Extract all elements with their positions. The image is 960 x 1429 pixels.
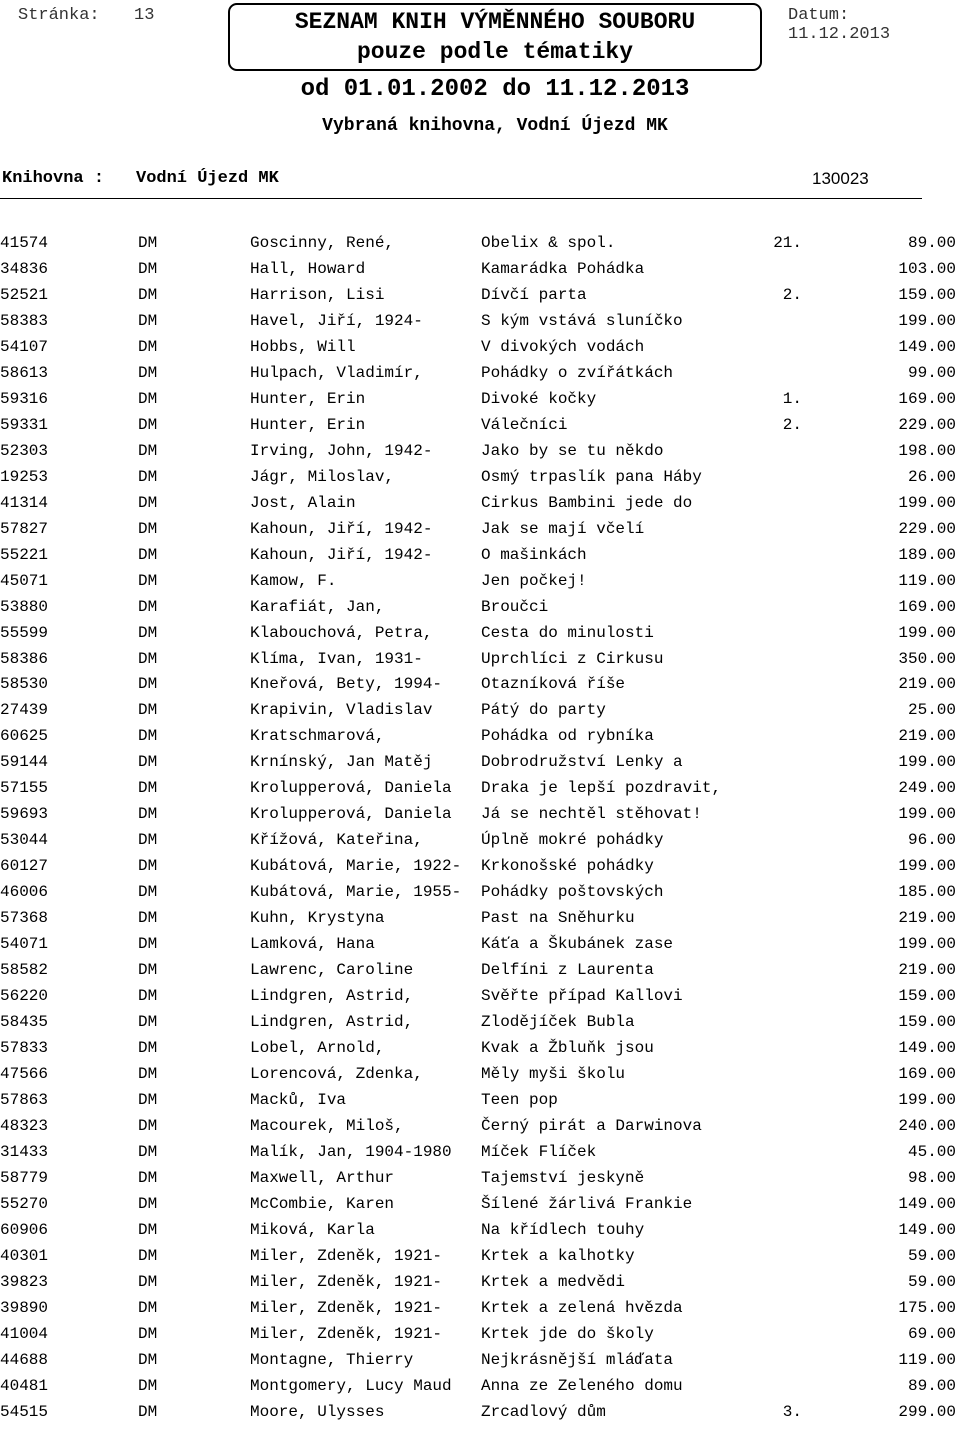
book-type: DM [138, 883, 158, 902]
book-id: 60127 [0, 857, 49, 876]
book-author: Kubátová, Marie, 1955- [250, 883, 462, 902]
book-type: DM [138, 935, 158, 954]
book-id: 57827 [0, 519, 49, 538]
book-title: Past na Sněhurku [481, 909, 635, 928]
book-id: 60625 [0, 727, 49, 746]
report-title: SEZNAM KNIH VÝMĚNNÉHO SOUBORU [294, 9, 696, 35]
book-author: Macků, Iva [250, 1090, 347, 1109]
book-title: Uprchlíci z Cirkusu [481, 649, 664, 668]
book-title: Dobrodružství Lenky a [481, 753, 683, 772]
book-title: Krtek jde do školy [481, 1324, 654, 1343]
book-id: 58582 [0, 961, 49, 980]
book-price: 25.00 [907, 701, 956, 720]
book-id: 27439 [0, 701, 49, 720]
book-price: 59.00 [907, 1246, 956, 1265]
book-id: 41314 [0, 493, 49, 512]
book-id: 53044 [0, 831, 49, 850]
table-row [0, 598, 960, 624]
book-type: DM [138, 285, 158, 304]
book-author: Miler, Zdeněk, 1921- [250, 1324, 443, 1343]
table-row [0, 442, 960, 468]
table-row [0, 1039, 960, 1065]
book-title: Krtek a zelená hvězda [481, 1298, 683, 1317]
book-id: 54107 [0, 337, 49, 356]
book-title: Černý pirát a Darwinova [481, 1116, 702, 1135]
book-author: Klíma, Ivan, 1931- [250, 649, 423, 668]
table-row [0, 624, 960, 650]
book-volume: 1. [782, 389, 802, 408]
book-volume: 21. [773, 234, 802, 252]
book-volume: 2. [782, 415, 802, 434]
book-title: S kým vstává sluníčko [481, 311, 683, 330]
table-row [0, 701, 960, 727]
table-row [0, 546, 960, 572]
book-id: 54071 [0, 935, 49, 954]
book-price: 199.00 [898, 311, 956, 330]
book-price: 96.00 [907, 831, 956, 850]
book-type: DM [138, 1116, 158, 1135]
book-author: Hunter, Erin [250, 415, 366, 434]
table-row [0, 779, 960, 805]
book-price: 149.00 [898, 337, 956, 356]
book-title: Pohádka od rybníka [481, 727, 654, 746]
book-id: 40301 [0, 1246, 49, 1265]
book-type: DM [138, 337, 158, 356]
book-title: V divokých vodách [481, 337, 645, 356]
book-id: 59693 [0, 805, 49, 824]
book-price: 219.00 [898, 961, 956, 980]
book-id: 39890 [0, 1298, 49, 1317]
book-price: 185.00 [898, 883, 956, 902]
book-author: Lawrenc, Caroline [250, 961, 414, 980]
book-price: 159.00 [898, 285, 956, 304]
book-id: 52303 [0, 441, 49, 460]
book-title: Jako by se tu někdo [481, 441, 664, 460]
book-price: 169.00 [898, 1065, 956, 1083]
table-row [0, 1169, 960, 1195]
book-type: DM [138, 831, 158, 850]
book-price: 219.00 [898, 909, 956, 928]
book-author: Jágr, Miloslav, [250, 467, 395, 486]
book-author: Hulpach, Vladimír, [250, 363, 423, 382]
table-row [0, 987, 960, 1013]
book-price: 199.00 [898, 1090, 956, 1109]
book-author: Klabouchová, Petra, [250, 623, 433, 642]
book-price: 119.00 [898, 571, 956, 590]
book-price: 249.00 [898, 779, 956, 798]
table-row [0, 468, 960, 494]
table-row [0, 805, 960, 831]
book-author: Kubátová, Marie, 1922- [250, 857, 462, 876]
date-range: od 01.01.2002 do 11.12.2013 [300, 76, 690, 103]
book-title: Draka je lepší pozdravit, [481, 779, 722, 798]
library-code: 130023 [812, 169, 869, 188]
book-type: DM [138, 1013, 158, 1032]
table-row [0, 753, 960, 779]
book-title: Kamarádka Pohádka [481, 259, 645, 278]
book-type: DM [138, 571, 158, 590]
table-row [0, 1377, 960, 1403]
book-price: 119.00 [898, 1350, 956, 1369]
book-author: Irving, John, 1942- [250, 441, 433, 460]
book-author: McCombie, Karen [250, 1194, 395, 1213]
book-price: 159.00 [898, 987, 956, 1006]
book-title: Osmý trpaslík pana Háby [481, 467, 702, 486]
library-label: Knihovna : [2, 169, 105, 188]
book-type: DM [138, 701, 158, 720]
book-title: Pátý do party [481, 701, 606, 720]
book-title: Jak se mají včelí [481, 519, 645, 538]
table-row [0, 1091, 960, 1117]
book-price: 199.00 [898, 623, 956, 642]
book-id: 47566 [0, 1065, 49, 1083]
table-row [0, 1273, 960, 1299]
book-author: Harrison, Lisi [250, 285, 385, 304]
book-author: Kneřová, Bety, 1994- [250, 675, 443, 694]
header-divider [0, 198, 922, 199]
table-row [0, 1247, 960, 1273]
book-list [0, 234, 960, 1429]
selected-library: Vybraná knihovna, Vodní Újezd MK [322, 116, 668, 136]
book-price: 350.00 [898, 649, 956, 668]
table-row [0, 1351, 960, 1377]
book-author: Lobel, Arnold, [250, 1039, 385, 1058]
book-price: 149.00 [898, 1039, 956, 1058]
book-type: DM [138, 1168, 158, 1187]
table-row [0, 520, 960, 546]
table-row [0, 234, 960, 260]
book-id: 55270 [0, 1194, 49, 1213]
book-price: 199.00 [898, 805, 956, 824]
book-author: Maxwell, Arthur [250, 1168, 395, 1187]
book-author: Karafiát, Jan, [250, 597, 385, 616]
book-type: DM [138, 779, 158, 798]
book-type: DM [138, 1194, 158, 1213]
table-row [0, 1299, 960, 1325]
table-row [0, 857, 960, 883]
table-row [0, 364, 960, 390]
book-type: DM [138, 1402, 158, 1421]
book-title: Zrcadlový dům [481, 1402, 606, 1421]
book-type: DM [138, 311, 158, 330]
book-author: Montagne, Thierry [250, 1350, 414, 1369]
book-type: DM [138, 1376, 158, 1395]
book-author: Lindgren, Astrid, [250, 1013, 414, 1032]
book-type: DM [138, 597, 158, 616]
book-title: Krtek a kalhotky [481, 1246, 635, 1265]
book-author: Hall, Howard [250, 259, 366, 278]
book-title: Káťa a Škubánek zase [481, 935, 674, 954]
book-id: 58779 [0, 1168, 49, 1187]
book-volume: 2. [782, 285, 802, 304]
table-row [0, 312, 960, 338]
book-price: 89.00 [907, 234, 956, 252]
book-price: 299.00 [898, 1402, 956, 1421]
book-title: Svěřte případ Kallovi [481, 987, 683, 1006]
book-author: Miler, Zdeněk, 1921- [250, 1272, 443, 1291]
book-price: 199.00 [898, 753, 956, 772]
book-type: DM [138, 623, 158, 642]
book-title: Otazníková říše [481, 675, 626, 694]
book-id: 59316 [0, 389, 49, 408]
table-row [0, 1325, 960, 1351]
book-type: DM [138, 519, 158, 538]
book-author: Kamow, F. [250, 571, 337, 590]
book-author: Lindgren, Astrid, [250, 987, 414, 1006]
table-row [0, 494, 960, 520]
book-price: 169.00 [898, 389, 956, 408]
book-author: Hobbs, Will [250, 337, 356, 356]
book-type: DM [138, 415, 158, 434]
book-price: 99.00 [907, 363, 956, 382]
book-title: Měly myši školu [481, 1065, 626, 1083]
table-row [0, 390, 960, 416]
book-type: DM [138, 259, 158, 278]
book-type: DM [138, 1298, 158, 1317]
report-title-box [228, 3, 762, 71]
library-name: Vodní Újezd MK [136, 169, 279, 188]
book-id: 19253 [0, 467, 49, 486]
page-number: 13 [134, 6, 155, 25]
book-id: 57833 [0, 1039, 49, 1058]
table-row [0, 1065, 960, 1091]
book-title: Na křídlech touhy [481, 1220, 645, 1239]
book-type: DM [138, 545, 158, 564]
book-author: Krapivin, Vladislav [250, 701, 433, 720]
table-row [0, 883, 960, 909]
book-id: 44688 [0, 1350, 49, 1369]
book-price: 219.00 [898, 675, 956, 694]
book-price: 229.00 [898, 415, 956, 434]
book-author: Krolupperová, Daniela [250, 805, 452, 824]
book-price: 199.00 [898, 857, 956, 876]
book-author: Montgomery, Lucy Maud [250, 1376, 452, 1395]
book-author: Moore, Ulysses [250, 1402, 385, 1421]
book-title: Pohádky poštovských [481, 883, 664, 902]
book-author: Havel, Jiří, 1924- [250, 311, 423, 330]
book-type: DM [138, 441, 158, 460]
table-row [0, 909, 960, 935]
book-type: DM [138, 857, 158, 876]
book-title: Nejkrásnější mláďata [481, 1350, 674, 1369]
book-price: 149.00 [898, 1220, 956, 1239]
book-title: Anna ze Zeleného domu [481, 1376, 683, 1395]
book-id: 54515 [0, 1402, 49, 1421]
book-id: 41574 [0, 234, 49, 252]
book-id: 60906 [0, 1220, 49, 1239]
book-type: DM [138, 675, 158, 694]
book-title: Jen počkej! [481, 571, 587, 590]
table-row [0, 727, 960, 753]
book-title: Kvak a Žbluňk jsou [481, 1039, 654, 1058]
book-price: 219.00 [898, 727, 956, 746]
book-author: Miler, Zdeněk, 1921- [250, 1298, 443, 1317]
book-title: O mašinkách [481, 545, 587, 564]
book-type: DM [138, 1090, 158, 1109]
book-price: 199.00 [898, 935, 956, 954]
book-id: 58386 [0, 649, 49, 668]
book-title: Já se nechtěl stěhovat! [481, 805, 702, 824]
book-price: 45.00 [907, 1142, 956, 1161]
book-id: 58530 [0, 675, 49, 694]
book-title: Pohádky o zvířátkách [481, 363, 674, 382]
book-author: Krnínský, Jan Matěj [250, 753, 433, 772]
book-id: 57155 [0, 779, 49, 798]
book-id: 46006 [0, 883, 49, 902]
book-author: Hunter, Erin [250, 389, 366, 408]
book-title: Cirkus Bambini jede do [481, 493, 693, 512]
book-id: 59331 [0, 415, 49, 434]
book-price: 199.00 [898, 493, 956, 512]
book-title: Krkonošské pohádky [481, 857, 654, 876]
book-type: DM [138, 1142, 158, 1161]
book-type: DM [138, 389, 158, 408]
book-type: DM [138, 987, 158, 1006]
book-id: 58613 [0, 363, 49, 382]
book-type: DM [138, 234, 158, 252]
book-price: 89.00 [907, 1376, 956, 1395]
book-title: Broučci [481, 597, 549, 616]
book-price: 159.00 [898, 1013, 956, 1032]
book-type: DM [138, 1220, 158, 1239]
table-row [0, 286, 960, 312]
book-type: DM [138, 1324, 158, 1343]
book-author: Lamková, Hana [250, 935, 375, 954]
book-id: 55221 [0, 545, 49, 564]
report-subtitle: pouze podle tématiky [356, 39, 634, 65]
table-row [0, 1143, 960, 1169]
book-author: Jost, Alain [250, 493, 356, 512]
table-row [0, 1117, 960, 1143]
book-title: Zlodějíček Bubla [481, 1013, 635, 1032]
book-title: Cesta do minulosti [481, 623, 654, 642]
book-author: Křížová, Kateřina, [250, 831, 423, 850]
book-price: 189.00 [898, 545, 956, 564]
book-type: DM [138, 1272, 158, 1291]
book-price: 26.00 [907, 467, 956, 486]
book-id: 56220 [0, 987, 49, 1006]
book-id: 55599 [0, 623, 49, 642]
book-type: DM [138, 909, 158, 928]
book-type: DM [138, 649, 158, 668]
book-title: Míček Flíček [481, 1142, 597, 1161]
book-id: 34836 [0, 259, 49, 278]
book-price: 198.00 [898, 441, 956, 460]
book-id: 31433 [0, 1142, 49, 1161]
book-author: Miková, Karla [250, 1220, 375, 1239]
book-author: Lorencová, Zdenka, [250, 1065, 423, 1083]
book-id: 39823 [0, 1272, 49, 1291]
book-title: Divoké kočky [481, 389, 597, 408]
book-author: Macourek, Miloš, [250, 1116, 404, 1135]
book-type: DM [138, 753, 158, 772]
book-title: Úplně mokré pohádky [481, 831, 664, 850]
book-author: Kahoun, Jiří, 1942- [250, 519, 433, 538]
table-row [0, 572, 960, 598]
book-title: Krtek a medvědi [481, 1272, 626, 1291]
table-row [0, 1195, 960, 1221]
book-type: DM [138, 493, 158, 512]
book-title: Teen pop [481, 1090, 558, 1109]
book-author: Kuhn, Krystyna [250, 909, 385, 928]
book-price: 69.00 [907, 1324, 956, 1343]
book-title: Tajemství jeskyně [481, 1168, 645, 1187]
table-row [0, 1221, 960, 1247]
book-type: DM [138, 1065, 158, 1083]
report-date: Datum: 11.12.2013 [788, 6, 891, 44]
book-type: DM [138, 363, 158, 382]
book-id: 48323 [0, 1116, 49, 1135]
book-id: 58383 [0, 311, 49, 330]
book-price: 98.00 [907, 1168, 956, 1187]
book-title: Válečníci [481, 415, 568, 434]
table-row [0, 961, 960, 987]
book-price: 169.00 [898, 597, 956, 616]
book-id: 41004 [0, 1324, 49, 1343]
book-id: 59144 [0, 753, 49, 772]
book-title: Delfíni z Laurenta [481, 961, 654, 980]
table-row [0, 260, 960, 286]
book-volume: 3. [782, 1402, 802, 1421]
book-price: 59.00 [907, 1272, 956, 1291]
book-type: DM [138, 1246, 158, 1265]
table-row [0, 338, 960, 364]
book-price: 103.00 [898, 259, 956, 278]
book-type: DM [138, 467, 158, 486]
book-title: Obelix & spol. [481, 234, 616, 252]
table-row [0, 935, 960, 961]
book-id: 45071 [0, 571, 49, 590]
table-row [0, 650, 960, 676]
book-price: 240.00 [898, 1116, 956, 1135]
book-author: Goscinny, René, [250, 234, 395, 252]
book-author: Kratschmarová, [250, 727, 385, 746]
book-title: Dívčí parta [481, 285, 587, 304]
book-type: DM [138, 727, 158, 746]
table-row [0, 1013, 960, 1039]
book-id: 57863 [0, 1090, 49, 1109]
book-type: DM [138, 805, 158, 824]
book-price: 229.00 [898, 519, 956, 538]
table-row [0, 831, 960, 857]
book-author: Miler, Zdeněk, 1921- [250, 1246, 443, 1265]
book-id: 58435 [0, 1013, 49, 1032]
table-row [0, 416, 960, 442]
book-type: DM [138, 1350, 158, 1369]
book-type: DM [138, 1039, 158, 1058]
book-id: 52521 [0, 285, 49, 304]
book-price: 175.00 [898, 1298, 956, 1317]
page-label: Stránka: [18, 6, 100, 25]
book-price: 149.00 [898, 1194, 956, 1213]
book-title: Šílené žárlivá Frankie [481, 1194, 693, 1213]
book-type: DM [138, 961, 158, 980]
book-id: 40481 [0, 1376, 49, 1395]
book-author: Malík, Jan, 1904-1980 [250, 1142, 452, 1161]
book-author: Kahoun, Jiří, 1942- [250, 545, 433, 564]
book-author: Krolupperová, Daniela [250, 779, 452, 798]
book-id: 53880 [0, 597, 49, 616]
table-row [0, 675, 960, 701]
book-id: 57368 [0, 909, 49, 928]
